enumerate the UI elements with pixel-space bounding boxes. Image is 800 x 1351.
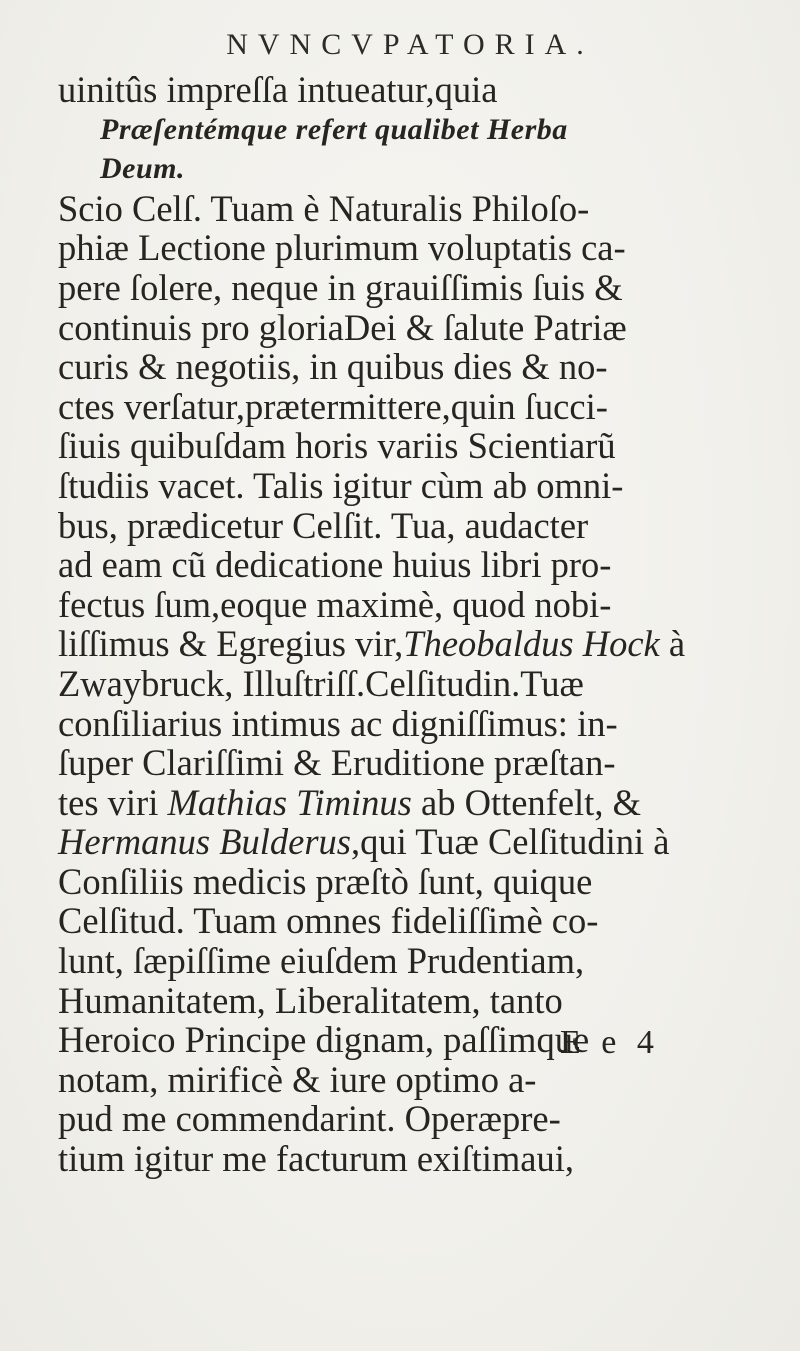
running-title: NVNCVPATORIA. (226, 28, 594, 61)
text-line-1: uinitûs impreſſa intueatur,quia (58, 69, 498, 110)
text-line-19-tail: ab Ottenfelt, & (411, 781, 641, 823)
text-line-7: continuis pro gloriaDei & ſalute Patriæ (58, 306, 627, 348)
text-line-15-start: liſſimus & Egregius vir, (58, 623, 404, 665)
text-line-20-tail: ,qui Tuæ Celſitudini à (351, 821, 670, 863)
text-line-24: Humanitatem, Liberalitatem, tanto (58, 979, 563, 1021)
text-line-20 (58, 822, 758, 862)
text-line-17: conſiliarius intimus ac digniſſimus: in- (58, 702, 618, 744)
name-hermanus-bulderus: Hermanus Bulderus (58, 821, 351, 863)
text-line-26: notam, mirificè & iure optimo a- (58, 1058, 537, 1100)
text-line-23: lunt, ſæpiſſime eiuſdem Prudentiam, (58, 940, 585, 982)
name-mathias-timinus: Mathias Timinus (167, 781, 412, 823)
text-line-14: fectus ſum,eoque maximè, quod nobi- (58, 583, 612, 625)
text-line-27: pud me commendarint. Operæpre- (58, 1098, 561, 1140)
text-line-16: Zwaybruck, Illuſtriſſ.Celſitudin.Tuæ (58, 662, 584, 704)
text-line-25: Heroico Principe dignam, paſſimque (58, 1019, 590, 1061)
verse-quote-line: Præſentémque refert qualibet Herba (100, 112, 568, 146)
text-line-22: Celſitud. Tuam omnes fideliſſimè co- (58, 900, 599, 942)
text-line-11: ſtudiis vacet. Talis igitur cùm ab omni- (58, 464, 624, 506)
text-line-28: tium igitur me facturum exiſtimaui, (58, 1138, 574, 1180)
name-theobaldus-hock: Theobaldus Hock (403, 623, 660, 665)
text-line-9: ctes verſatur,prætermittere,quin ſucci- (58, 385, 608, 427)
text-line-19 (58, 783, 758, 823)
text-line-5: phiæ Lectione plurimum voluptatis ca- (58, 227, 626, 269)
text-line-10: ſiuis quibuſdam horis variis Scientiarũ (58, 425, 616, 467)
text-line-15 (58, 624, 758, 664)
dedication-text (58, 70, 758, 1179)
text-line-12: bus, prædicetur Celſit. Tua, audacter (58, 504, 589, 546)
text-line-15-tail: à (659, 623, 686, 665)
text-line-21: Conſiliis medicis præſtò ſunt, quique (58, 860, 593, 902)
text-line-4: Scio Celſ. Tuam è Naturalis Philoſo- (58, 187, 590, 229)
signature-mark: E e 4 (560, 1024, 660, 1061)
text-line-18: ſuper Clariſſimi & Eruditione præſtan- (58, 742, 616, 784)
verse-quote-deum: Deum. (100, 152, 185, 186)
text-line-13: ad eam cũ dedicatione huius libri pro- (58, 544, 612, 586)
text-line-6: pere ſolere, neque in grauiſſimis ſuis & (58, 266, 623, 308)
text-line-8: curis & negotiis, in quibus dies & no- (58, 346, 608, 388)
text-line-19-start: tes viri (58, 781, 159, 823)
